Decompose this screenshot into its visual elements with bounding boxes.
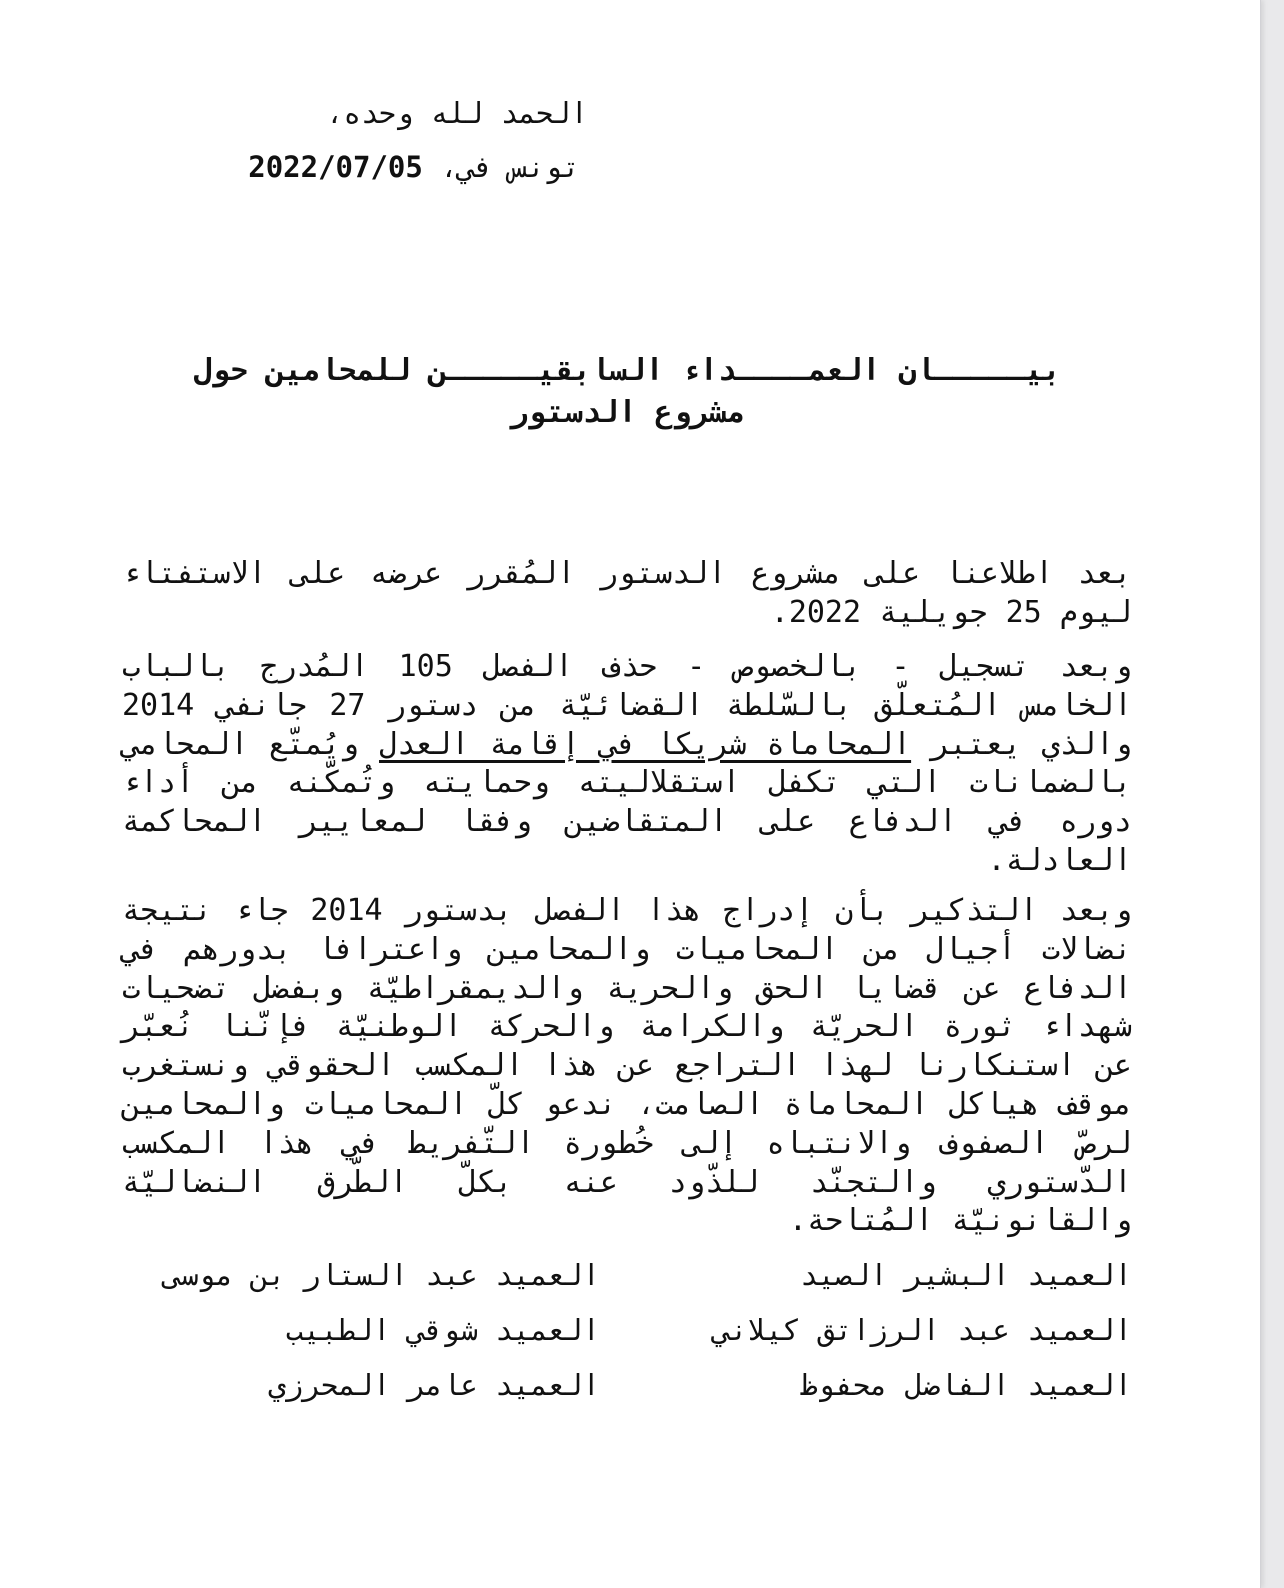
paragraph-article-105 bbox=[122, 648, 1132, 881]
place-label: تونس في، bbox=[440, 150, 580, 184]
signatory: العميد الفاضل محفوظ bbox=[800, 1368, 1132, 1402]
paragraph-article-105-part1: وبعد تسجيل - بالخصوص - حذف الفصل 105 المُدرج بالباب الخامس المُتعلّق بالسّلطة القضائيّة من دستور 27 جانفي 2014 والذي يعتبر bbox=[122, 649, 1132, 762]
signatory: العميد عامر المحرزي bbox=[268, 1368, 600, 1402]
paragraph-call-to-action: وبعد التذكير بأن إدراج هذا الفصل بدستور 2014 جاء نتيجة نضالات أجيال من المحاميات والمحامين واعترافا بدورهم في الدفاع عن قضايا الحق والحرية والديمقراطيّة وبفضل تضحيات شهداء ثورة الحريّة والكرامة والحركة الوطنيّة فإنّنا نُعبّر عن استنكارنا لهذا التراجع عن هذا المكسب الحقوقي ونستغرب موقف هياكل المحاماة الصامت، ندعو كلّ المحاميات والمحامين لرصّ الصفوف والانتباه إلى خُطورة التّفريط في هذا المكسب الدّستوري والتجنّد للذّود عنه بكلّ الطّرق النضاليّة والقانونيّة المُتاحة. bbox=[122, 893, 1132, 1239]
statement-title: بيـــــان العمــــداء السابقيـــــن للمحامين حول مشروع الدستور bbox=[194, 353, 1061, 430]
document-date: 2022/07/05 bbox=[248, 150, 423, 184]
signatory: العميد عبد الستار بن موسى bbox=[163, 1258, 600, 1292]
paragraph-referendum: بعد اطلاعنا على مشروع الدستور المُقرر عرضه على الاستفتاء ليوم 25 جويلية 2022. bbox=[122, 556, 1132, 630]
signatory: العميد شوقي الطبيب bbox=[285, 1313, 600, 1347]
underlined-phrase: المحاماة شريكا في إقامة العدل bbox=[379, 726, 912, 762]
paragraph-article-105-part2: ويُمتّع المحامي بالضمانات التي تكفل استقلاليته وحمايته وتُمكّنه من أداء دوره في الدفاع على المتقاضين وفقا لمعايير المحاكمة العادلة. bbox=[122, 726, 1132, 878]
signatory: العميد عبد الرزاتق كيلاني bbox=[712, 1313, 1132, 1347]
signatory: العميد البشير الصيد bbox=[800, 1258, 1132, 1292]
place-date-line bbox=[248, 150, 580, 184]
opening-line: الحمد لله وحده، bbox=[326, 96, 588, 130]
